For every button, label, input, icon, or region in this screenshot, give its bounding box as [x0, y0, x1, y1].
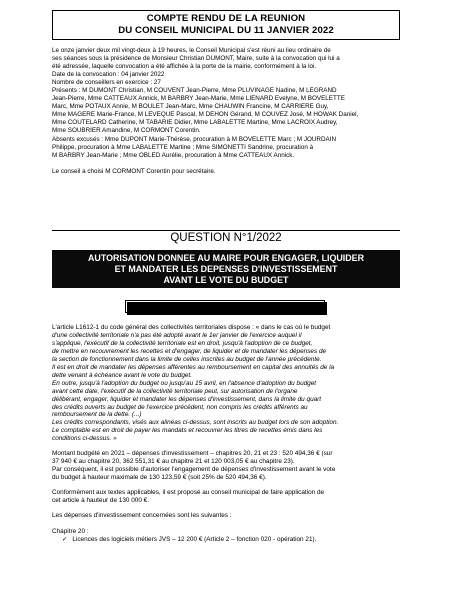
rapporteur-box — [125, 300, 325, 313]
law-line: dette venant à échéance avant le vote du budget. — [52, 371, 192, 379]
present-line: Jean-Pierre, Mme CATTEAUX Annick, M BARBRY Jean-Marie, Mme LIENARD Evelyne, M BOVELETTE — [52, 95, 345, 103]
present-line: Marc, Mme POTAUX Annie, M BOULET Jean-Marc, Mme CHAUWIN Francine, M CARRIERE Guy, — [52, 103, 329, 111]
question-heading — [52, 230, 400, 245]
budget-line: 37 940 € au chapitre 20, 362 551,31 € au chapitre 21 et 120 003,05 € au chapitre 23). — [52, 458, 295, 466]
present-line: Mme MAGERE Marie-France, M LEVEQUE Pascal, M DEHON Gérand, M COUVEZ José, M HOWAK Daniel, — [52, 111, 359, 119]
law-line: des crédits ouverts au budget de l'exercice précédent, non compris les crédits afférents au — [52, 403, 308, 411]
absent-line: Philippe, procuration à Mme LABALETTE Martine ; Mme SIMONETTI Sandrine, procuration à — [52, 143, 314, 151]
proposal-line: Conformément aux textes applicables, il est proposé au conseil municipal de faire application de — [52, 489, 325, 497]
banner-line-1: AUTORISATION DONNEE AU MAIRE POUR ENGAGER, LIQUIDER — [88, 253, 364, 263]
law-line: Le comptable est en droit de payer les mandats et recouvrer les titres de recettes émis dans les — [52, 427, 323, 435]
law-line: s'applique, l'exécutif de la collectivité territoriale est en droit, jusqu'à l'adoption de ce budget, — [52, 339, 313, 347]
absent-line: M BARBRY Jean-Marie ; Mme OBLED Aurélie, procuration à Mme CATTEAUX Annick. — [52, 151, 295, 159]
proposal-line: cet article à hauteur de 130 000 €. — [52, 497, 149, 505]
intro-line: été adressée, laquelle convocation a été affichée à la porte de la mairie, conformément à la loi. — [52, 63, 317, 71]
law-line: conditions ci-dessus. » — [52, 435, 117, 443]
law-line: En outre, jusqu'à l'adoption du budget ou jusqu'au 15 avril, en l'absence d'adoption du budget — [52, 379, 317, 387]
title-line-2: DU CONSEIL MUNICIPAL DU 11 JANVIER 2022 — [118, 25, 334, 36]
intro-line: ses séances sous la présidence de Monsieur Christian DUMONT, Maire, suite à la convocation qui lui a — [52, 55, 340, 63]
rapporteur-text: Rapporteur : Monsieur Jean-Pierre COUVENT — [157, 303, 293, 310]
law-line: avant cette date, l'exécutif de la collectivité territoriale peut, sur autorisation de l'organe — [52, 387, 298, 395]
law-line: de mettre en recouvrement les recettes et d'engager, de liquider et de mandater les dépenses de — [52, 347, 327, 355]
law-line: délibérant, engager, liquider et mandater les dépenses d'investissement, dans la limite du quart — [52, 395, 322, 403]
present-line: Présents : M DUMONT Christian, M COUVENT Jean-Pierre, Mme PLUVINAGE Nadine, M LEGRAND — [52, 87, 337, 95]
expense-item-text: Licences des logiciels métiers JVS – 12 200 € (Article 2 – fonction 020 - opération 21). — [72, 535, 317, 543]
check-icon: ✓ — [62, 535, 68, 543]
intro-section — [52, 47, 402, 176]
title-box — [52, 10, 400, 40]
chapter-heading: Chapitre 20 : — [52, 527, 89, 535]
councillor-count: Nombre de conseillers en exercice : 27 — [52, 79, 161, 87]
law-line: Il est en droit de mandater les dépenses afférentes au remboursement en capital des annuités de la — [52, 363, 335, 371]
secretary-line: Le conseil a choisi M CORMONT Corentin pour secrétaire. — [52, 167, 216, 175]
banner-line-3: AVANT LE VOTE DU BUDGET — [163, 275, 289, 285]
intro-line: Le onze janvier deux mil vingt-deux à 19 heures, le Conseil Municipal s'est réuni au lieu ordinaire de — [52, 47, 331, 54]
law-line: la section de fonctionnement dans la limite de celles inscrites au budget de l'année précédente. — [52, 355, 322, 363]
budget-line: Par conséquent, il est possible d'autoriser l'engagement de dépenses d'investissement avant le vote — [52, 466, 336, 474]
title-line-1: COMPTE RENDU DE LA REUNION — [146, 13, 306, 24]
expenses-intro: Les dépenses d'investissement concernées sont les suivantes : — [52, 512, 232, 520]
present-line: Mme SOUBRIER Amandine, M CORMONT Corentin. — [52, 127, 201, 135]
question-number: QUESTION N°1/2022 — [170, 232, 282, 244]
present-line: Mme COUTELARD Catherine, M TABARIE Didier, Mme LABALETTE Martine, Mme LACROIX Audrey, — [52, 119, 338, 127]
expense-item — [52, 536, 404, 544]
resolution-banner — [52, 250, 400, 288]
law-line: L'article L1612-1 du code général des collectivités territoriales dispose : « dans le cas où le budget — [52, 324, 331, 331]
law-line: Les crédits correspondants, visés aux alinéas ci-dessus, sont inscrits au budget lors de son adoption. — [52, 419, 339, 427]
budget-line: Montant budgété en 2021 – dépenses d'investissement – chapitres 20, 21 et 23 : 520 494,36 € (sur — [52, 450, 333, 458]
absent-line: Absents excusés : Mme DUPONT Marie-Thérèse, procuration à M BOVELETTE Marc ; M JOURDAIN — [52, 135, 337, 143]
banner-line-2: ET MANDATER LES DEPENSES D'INVESTISSEMENT — [114, 264, 338, 274]
law-line: d'une collectivité territoriale n'a pas été adopté avant le 1er janvier de l'exercice auquel il — [52, 331, 302, 339]
resolution-body — [52, 324, 404, 544]
law-line: remboursement de la dette. (...) — [52, 411, 142, 419]
budget-line: du budget à hauteur maximale de 130 123,59 € (soit 25% de 520 494,36 €). — [52, 474, 267, 482]
convocation-date: Date de la convocation : 04 janvier 2022 — [52, 71, 165, 79]
